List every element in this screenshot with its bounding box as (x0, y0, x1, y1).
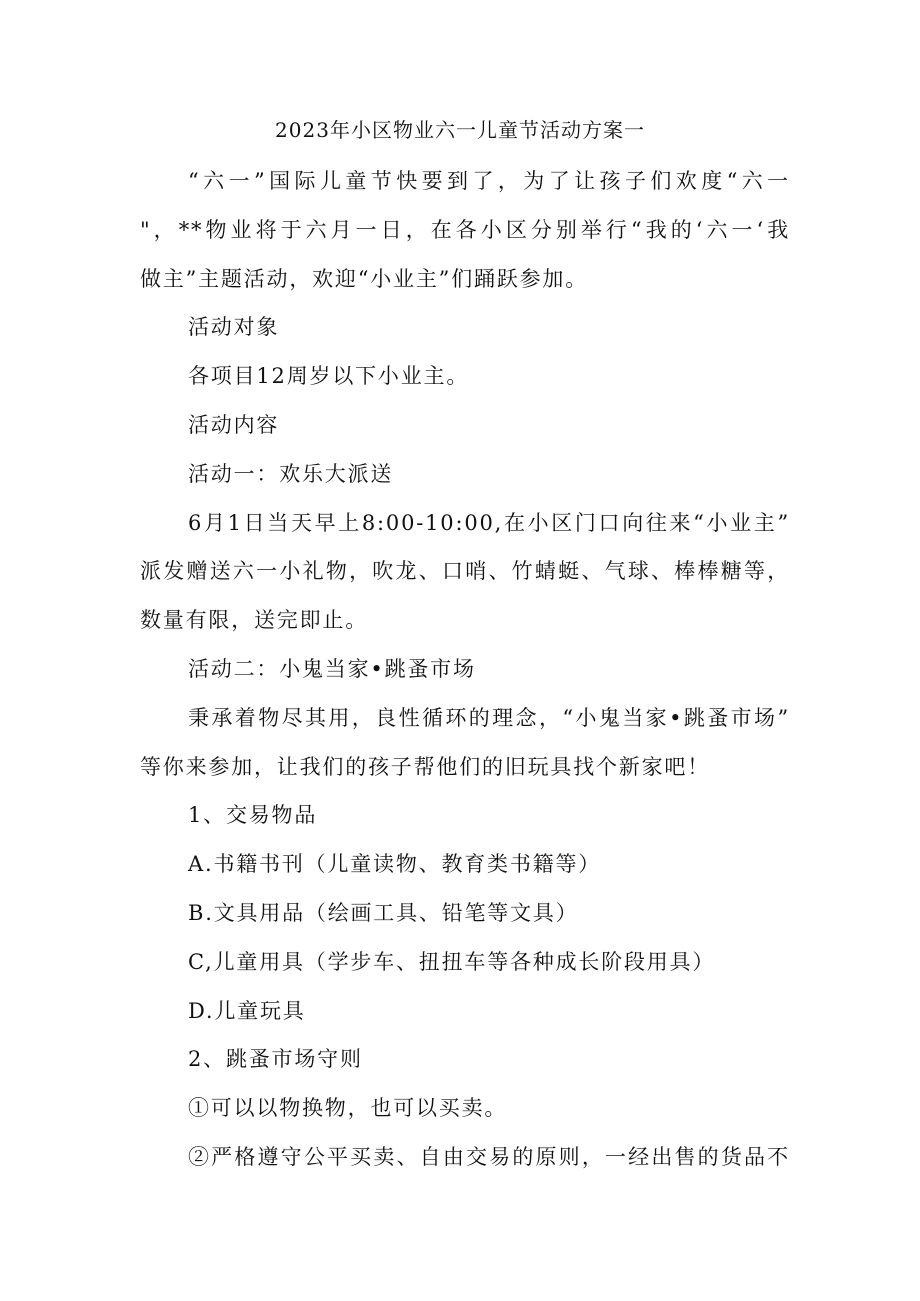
paragraph-line: 派发赠送六一小礼物，吹龙、口哨、竹蜻蜓、气球、棒棒糖等， (140, 559, 790, 584)
rule-item: ②严格遵守公平买卖、自由交易的原则，一经出售的货品不 (188, 1144, 790, 1169)
list-item: D.儿童玩具 (188, 998, 306, 1023)
rule-item: ①可以以物换物，也可以买卖。 (188, 1096, 508, 1121)
section-heading: 活动内容 (188, 412, 280, 437)
section-heading: 活动对象 (188, 315, 280, 340)
paragraph-line: 6月1日当天早上8:00-10:00,在小区门口向往来“小业主” (188, 510, 790, 535)
paragraph-line: 等你来参加，让我们的孩子帮他们的旧玩具找个新家吧！ (140, 754, 710, 779)
activity-heading: 活动二：小鬼当家•跳蚤市场 (188, 656, 476, 681)
paragraph-line: 做主”主题活动，欢迎“小业主”们踊跃参加。 (140, 266, 589, 291)
paragraph-line: “六一”国际儿童节快要到了，为了让孩子们欢度“六一 (188, 169, 790, 193)
paragraph-line: 数量有限，送完即止。 (140, 608, 368, 633)
document-title: 2023年小区物业六一儿童节活动方案一 (275, 118, 645, 142)
paragraph-line: 秉承着物尽其用，良性循环的理念，“小鬼当家•跳蚤市场” (188, 705, 790, 730)
document-body (140, 157, 790, 1182)
list-heading: 1、交易物品 (188, 803, 318, 828)
activity-heading: 活动一：欢乐大派送 (188, 461, 394, 486)
paragraph-line: 各项目12周岁以下小业主。 (188, 364, 470, 389)
paragraph-line: "，**物业将于六月一日，在各小区分别举行“我的‘六一‘我 (140, 217, 790, 242)
list-item: C,儿童用具（学步车、扭扭车等各种成长阶段用具） (188, 949, 716, 974)
list-item: B.文具用品（绘画工具、铅笔等文具） (188, 900, 579, 925)
list-heading: 2、跳蚤市场守则 (188, 1047, 363, 1072)
list-item: A.书籍书刊（儿童读物、教育类书籍等） (188, 852, 602, 877)
